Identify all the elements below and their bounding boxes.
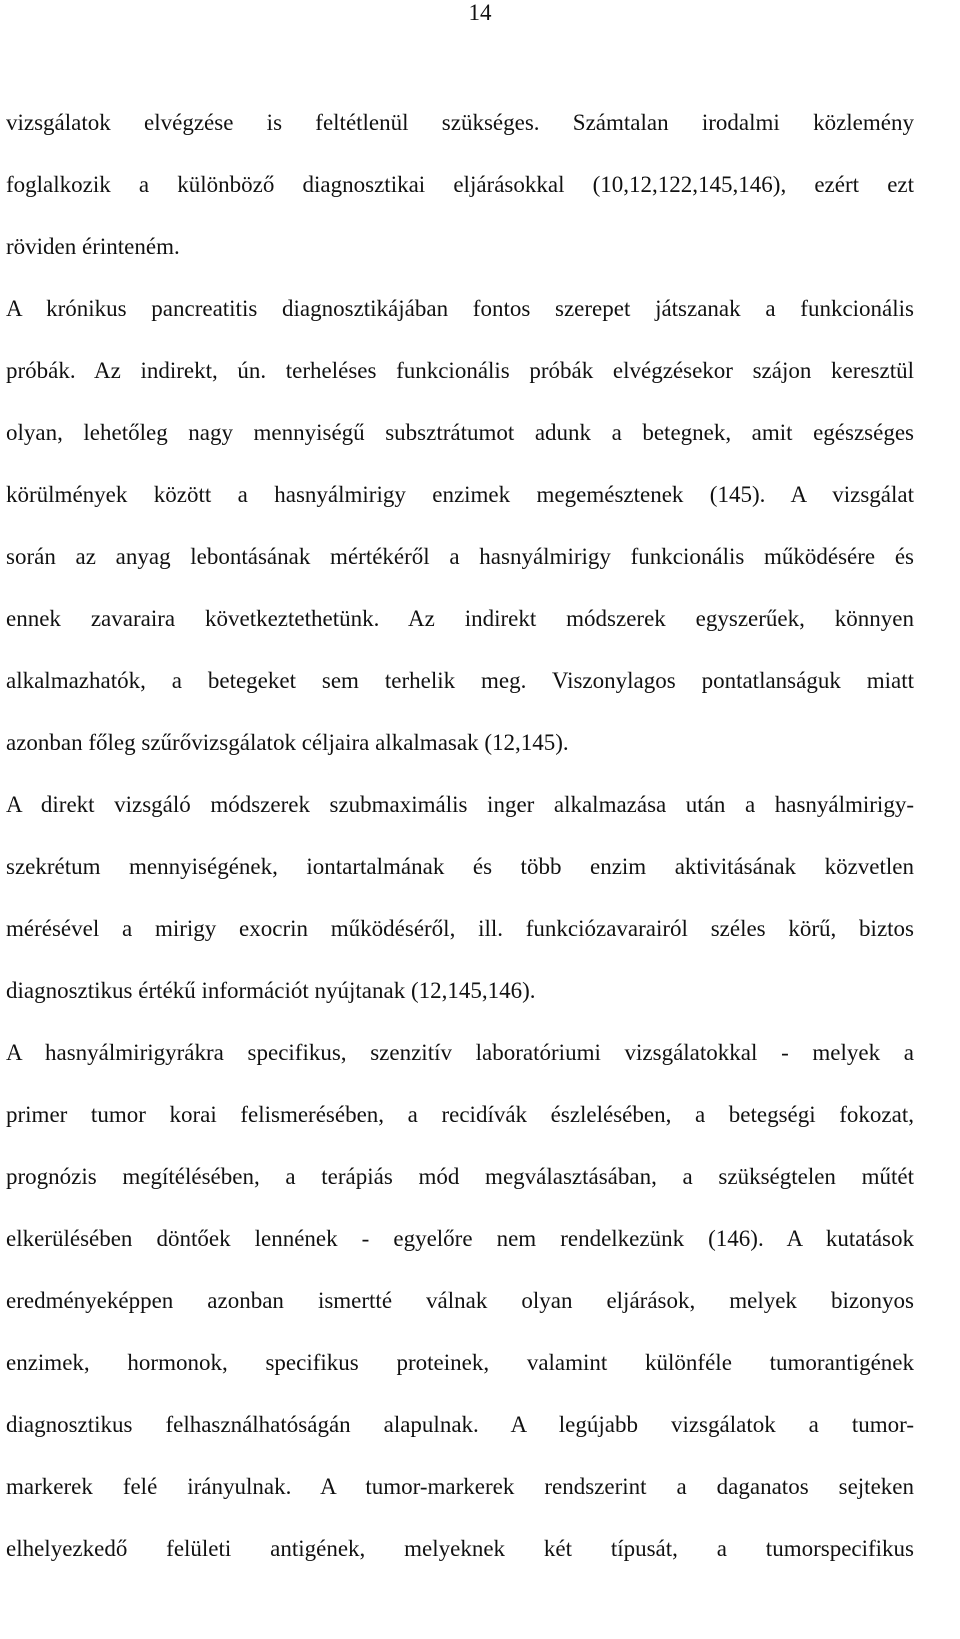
text-line: A direkt vizsgáló módszerek szubmaximális inger alkalmazása után a hasnyálmirigy- [6,792,914,817]
text-line: elkerülésében döntőek lennének - egyelőre nem rendelkezünk (146). A kutatások [6,1226,914,1251]
text-line: foglalkozik a különböző diagnosztikai eljárásokkal (10,12,122,145,146), ezért ezt [6,172,914,197]
page-number: 14 [468,0,492,25]
text-line: enzimek, hormonok, specifikus proteinek, valamint különféle tumorantigének [6,1350,914,1375]
text-line: alkalmazhatók, a betegeket sem terhelik meg. Viszonylagos pontatlanságuk miatt [6,668,914,693]
text-line: diagnosztikus értékű információt nyújtanak (12,145,146). [6,978,536,1003]
text-line: diagnosztikus felhasználhatóságán alapulnak. A legújabb vizsgálatok a tumor- [6,1412,914,1437]
text-line: körülmények között a hasnyálmirigy enzimek megemésztenek (145). A vizsgálat [6,482,914,507]
text-line: elhelyezkedő felületi antigének, melyeknek két típusát, a tumorspecifikus [6,1536,914,1561]
text-line: során az anyag lebontásának mértékéről a hasnyálmirigy funkcionális működésére és [6,544,914,569]
text-line: primer tumor korai felismerésében, a recidívák észlelésében, a betegségi fokozat, [6,1102,914,1127]
text-line: markerek felé irányulnak. A tumor-markerek rendszerint a daganatos sejteken [6,1474,914,1499]
text-line: azonban főleg szűrővizsgálatok céljaira alkalmasak (12,145). [6,730,569,755]
text-line: prognózis megítélésében, a terápiás mód megválasztásában, a szükségtelen műtét [6,1164,914,1189]
text-line: ennek zavaraira következtethetünk. Az indirekt módszerek egyszerűek, könnyen [6,606,914,631]
text-line: mérésével a mirigy exocrin működéséről, ill. funkciózavarairól széles körű, biztos [6,916,914,941]
text-line: eredményeképpen azonban ismertté válnak olyan eljárások, melyek bizonyos [6,1288,914,1313]
text-line: próbák. Az indirekt, ún. terheléses funkcionális próbák elvégzésekor szájon keresztül [6,358,914,383]
text-line: szekrétum mennyiségének, iontartalmának és több enzim aktivitásának közvetlen [6,854,914,879]
body-text [6,92,914,1580]
text-line: vizsgálatok elvégzése is feltétlenül szükséges. Számtalan irodalmi közlemény [6,110,914,135]
text-line: A hasnyálmirigyrákra specifikus, szenzitív laboratóriumi vizsgálatokkal - melyek a [6,1040,914,1065]
text-line: A krónikus pancreatitis diagnosztikájában fontos szerepet játszanak a funkcionális [6,296,914,321]
text-line: röviden érinteném. [6,234,180,259]
text-line: olyan, lehetőleg nagy mennyiségű subsztrátumot adunk a betegnek, amit egészséges [6,420,914,445]
